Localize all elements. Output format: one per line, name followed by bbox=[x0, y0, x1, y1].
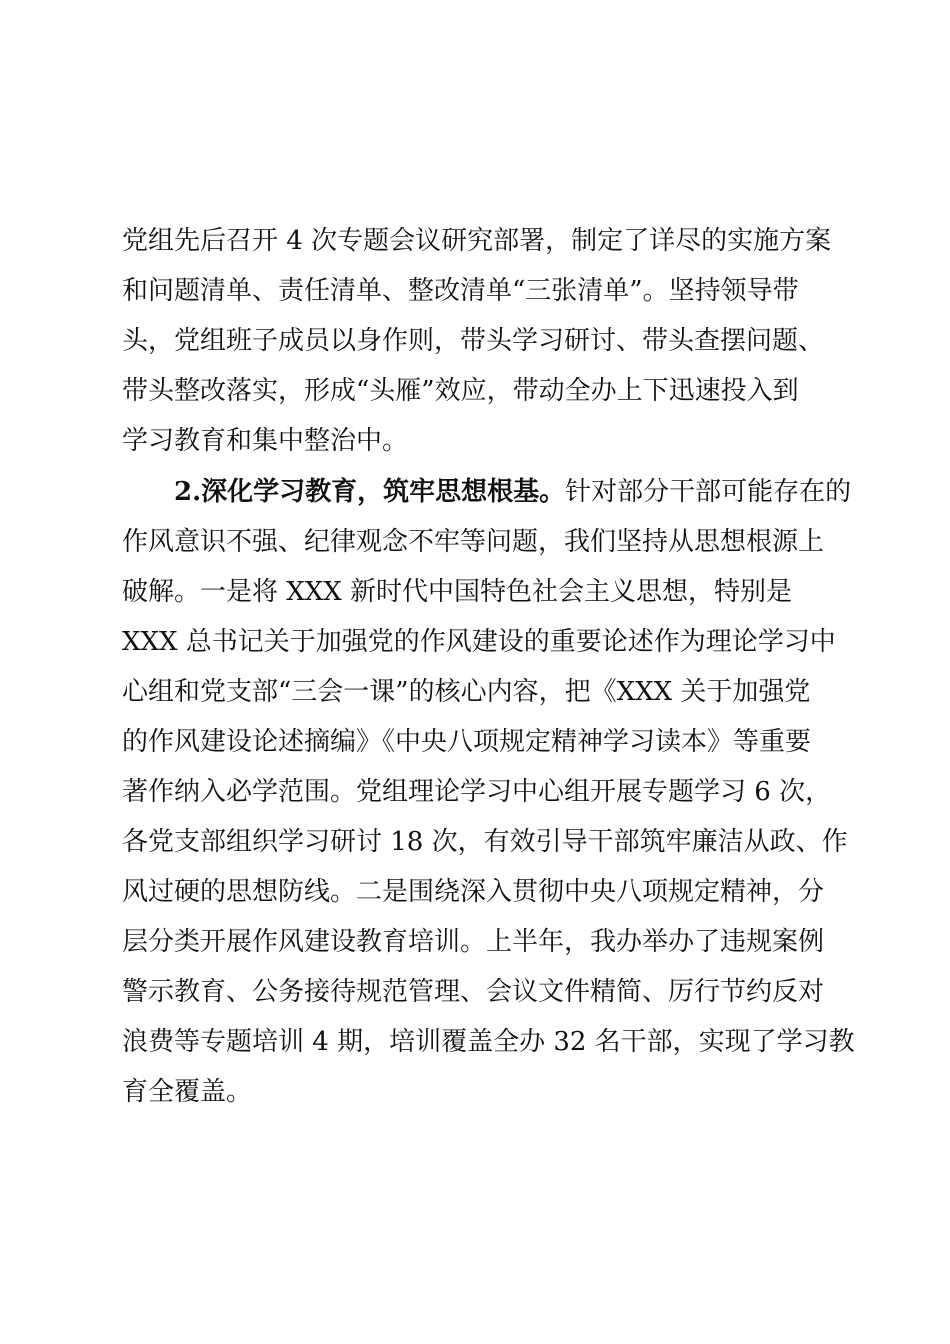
text-line: 浪费等专题培训 4 期，培训覆盖全办 32 名干部，实现了学习教 bbox=[122, 1027, 855, 1057]
paragraph-study-education bbox=[122, 467, 855, 1117]
text-line-rest: 针对部分干部可能存在的 bbox=[565, 477, 852, 507]
text-line: 著作纳入必学范围。党组理论学习中心组开展专题学习 6 次， bbox=[122, 777, 832, 807]
text-line: 和问题清单、责任清单、整改清单“三张清单”。坚持领导带 bbox=[122, 276, 799, 306]
text-line: 破解。一是将 XXX 新时代中国特色社会主义思想，特别是 bbox=[122, 577, 793, 607]
text-line: 心组和党支部“三会一课”的核心内容，把《XXX 关于加强党 bbox=[122, 677, 811, 707]
text-line: 风过硬的思想防线。二是围绕深入贯彻中央八项规定精神，分 bbox=[122, 877, 825, 907]
text-line: 育全覆盖。 bbox=[122, 1077, 253, 1107]
text-line: 的作风建设论述摘编》《中央八项规定精神学习读本》等重要 bbox=[122, 727, 812, 757]
section-heading: 2.深化学习教育，筑牢思想根基。 bbox=[174, 477, 566, 507]
paragraph-party-group-deployment bbox=[122, 216, 834, 466]
text-line: 警示教育、公务接待规范管理、会议文件精简、厉行节约反对 bbox=[122, 977, 825, 1007]
text-line: XXX 总书记关于加强党的作风建设的重要论述作为理论学习中 bbox=[122, 627, 836, 657]
text-line: 各党支部组织学习研讨 18 次，有效引导干部筑牢廉洁从政、作 bbox=[122, 827, 848, 857]
text-line: 作风意识不强、纪律观念不牢等问题，我们坚持从思想根源上 bbox=[122, 527, 825, 557]
text-line: 带头整改落实，形成“头雁”效应，带动全办上下迅速投入到 bbox=[122, 376, 799, 406]
paragraph-first-line bbox=[122, 467, 852, 517]
text-line: 党组先后召开 4 次专题会议研究部署，制定了详尽的实施方案 bbox=[122, 226, 832, 256]
text-line: 头，党组班子成员以身作则，带头学习研讨、带头查摆问题、 bbox=[122, 326, 825, 356]
text-line: 层分类开展作风建设教育培训。上半年，我办举办了违规案例 bbox=[122, 927, 825, 957]
text-line: 学习教育和集中整治中。 bbox=[122, 426, 409, 456]
